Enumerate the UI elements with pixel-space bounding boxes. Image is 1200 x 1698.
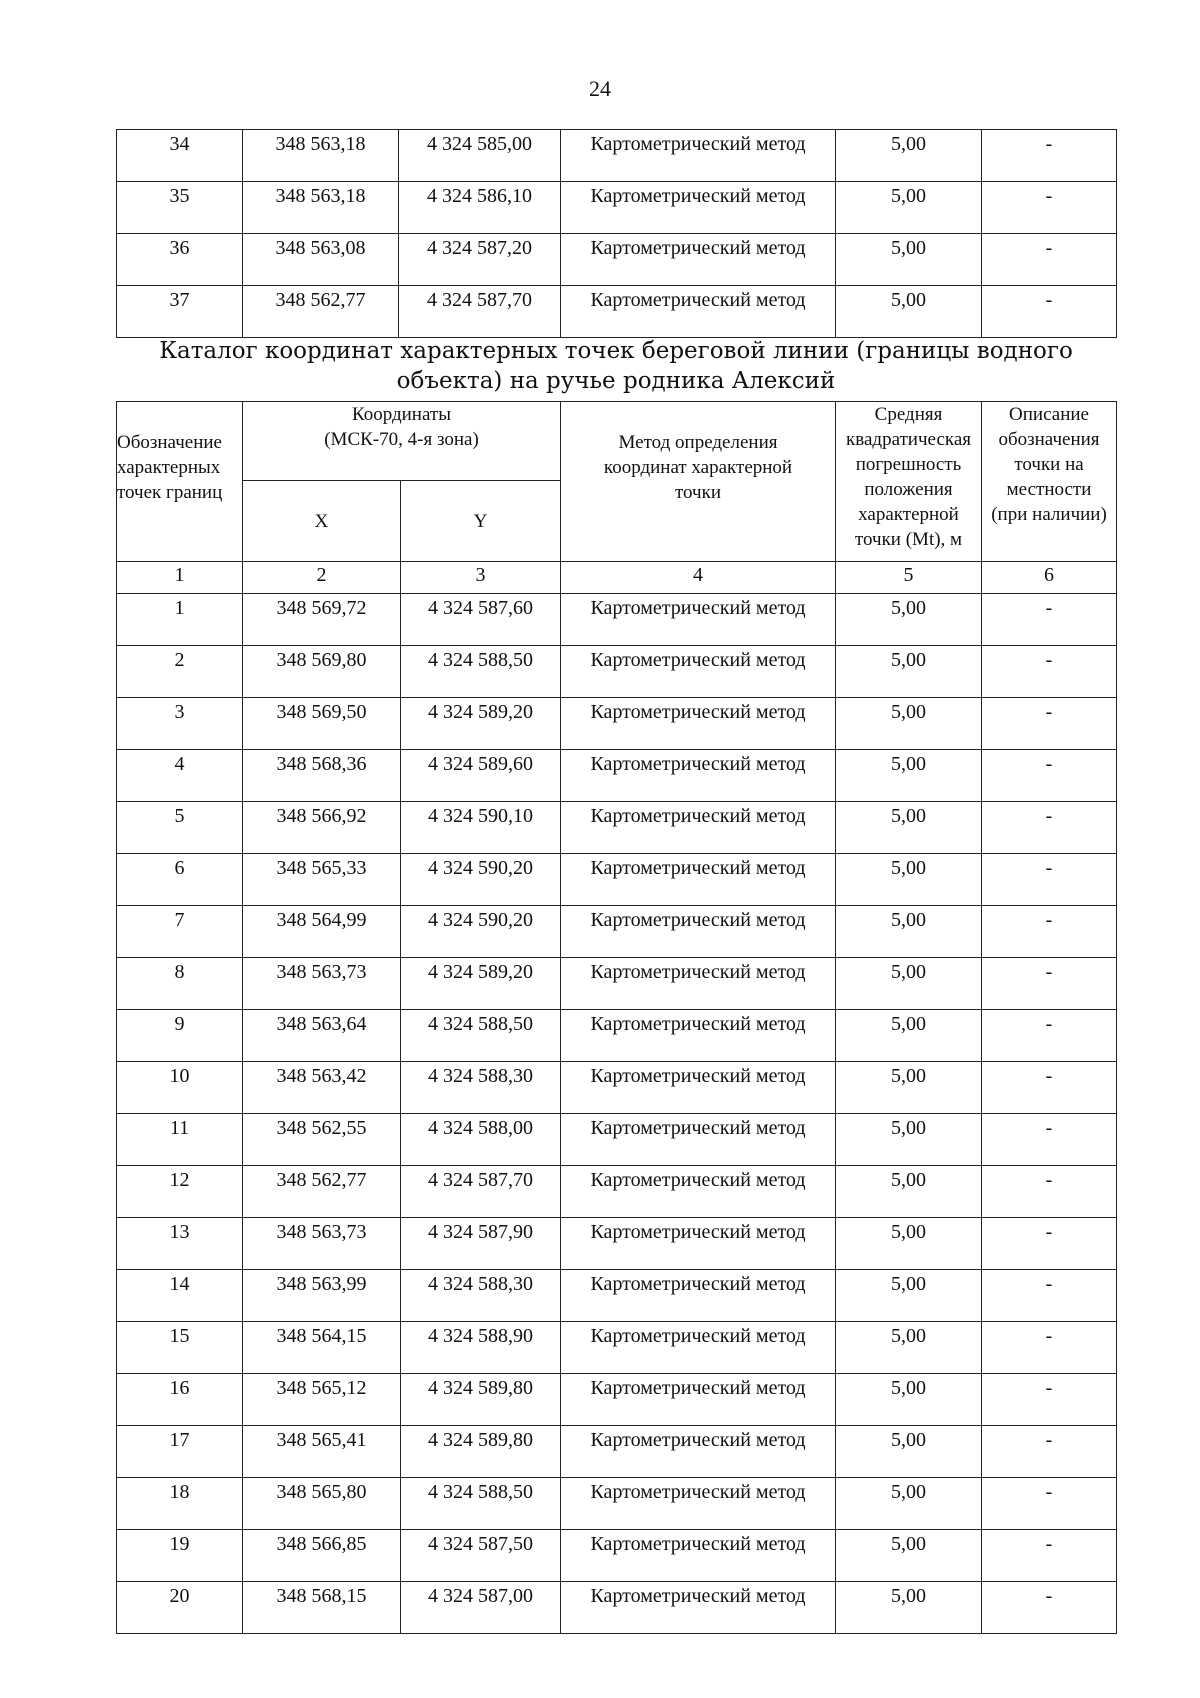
y-coordinate-cell: 4 324 590,20 [401, 854, 561, 906]
x-coordinate-cell: 348 563,64 [243, 1010, 401, 1062]
point-number-cell: 36 [117, 234, 243, 286]
error-cell: 5,00 [836, 234, 982, 286]
description-cell: - [982, 234, 1117, 286]
y-coordinate-cell: 4 324 587,70 [399, 286, 561, 338]
header-y: Y [401, 481, 561, 562]
table-row [117, 1114, 1117, 1166]
header-text: (при наличии) [991, 504, 1107, 525]
method-cell: Картометрический метод [561, 234, 836, 286]
x-coordinate-cell: 348 566,85 [243, 1530, 401, 1582]
table-row [117, 646, 1117, 698]
description-cell: - [982, 594, 1117, 646]
x-coordinate-cell: 348 569,80 [243, 646, 401, 698]
continued-coordinates-table [116, 129, 1117, 338]
x-coordinate-cell: 348 563,42 [243, 1062, 401, 1114]
method-cell: Картометрический метод [561, 1582, 836, 1634]
header-text: Средняя [874, 404, 943, 425]
table-row [117, 182, 1117, 234]
header-text: точки (Mt), м [854, 529, 963, 550]
header-text: (МСК-70, 4-я зона) [324, 429, 479, 450]
table-row [117, 1218, 1117, 1270]
y-coordinate-cell: 4 324 587,00 [401, 1582, 561, 1634]
header-row-1 [117, 402, 1117, 481]
table-row [117, 802, 1117, 854]
method-cell: Картометрический метод [561, 750, 836, 802]
x-coordinate-cell: 348 563,99 [243, 1270, 401, 1322]
error-cell: 5,00 [836, 1478, 982, 1530]
header-method [561, 402, 836, 562]
header-text: Описание [1009, 404, 1089, 425]
point-number-cell: 3 [117, 698, 243, 750]
y-coordinate-cell: 4 324 588,50 [401, 646, 561, 698]
table-row [117, 698, 1117, 750]
point-number-cell: 37 [117, 286, 243, 338]
description-cell: - [982, 1114, 1117, 1166]
header-point-designation [117, 402, 243, 562]
header-mean-square-error [836, 402, 982, 562]
x-coordinate-cell: 348 564,99 [243, 906, 401, 958]
description-cell: - [982, 698, 1117, 750]
description-cell: - [982, 1166, 1117, 1218]
table-row [117, 130, 1117, 182]
x-coordinate-cell: 348 569,50 [243, 698, 401, 750]
error-cell: 5,00 [836, 1114, 982, 1166]
page-number: 24 [589, 76, 611, 101]
column-number: 3 [401, 562, 561, 594]
error-cell: 5,00 [836, 182, 982, 234]
error-cell: 5,00 [836, 286, 982, 338]
method-cell: Картометрический метод [561, 1114, 836, 1166]
error-cell: 5,00 [836, 1166, 982, 1218]
point-number-cell: 5 [117, 802, 243, 854]
method-cell: Картометрический метод [561, 1530, 836, 1582]
y-coordinate-cell: 4 324 587,60 [401, 594, 561, 646]
method-cell: Картометрический метод [561, 906, 836, 958]
table-row [117, 1478, 1117, 1530]
x-coordinate-cell: 348 568,15 [243, 1582, 401, 1634]
x-coordinate-cell: 348 564,15 [243, 1322, 401, 1374]
x-coordinate-cell: 348 565,80 [243, 1478, 401, 1530]
description-cell: - [982, 906, 1117, 958]
method-cell: Картометрический метод [561, 1374, 836, 1426]
table-row [117, 1270, 1117, 1322]
x-coordinate-cell: 348 563,73 [243, 958, 401, 1010]
error-cell: 5,00 [836, 1218, 982, 1270]
coordinates-catalog-table [116, 401, 1117, 1634]
header-text: координат характерной [603, 457, 793, 478]
method-cell: Картометрический метод [561, 1218, 836, 1270]
y-coordinate-cell: 4 324 588,90 [401, 1322, 561, 1374]
y-coordinate-cell: 4 324 589,20 [401, 958, 561, 1010]
description-cell: - [982, 1218, 1117, 1270]
y-coordinate-cell: 4 324 588,30 [401, 1270, 561, 1322]
error-cell: 5,00 [836, 1582, 982, 1634]
y-coordinate-cell: 4 324 588,00 [401, 1114, 561, 1166]
point-number-cell: 20 [117, 1582, 243, 1634]
x-coordinate-cell: 348 563,08 [243, 234, 399, 286]
description-cell: - [982, 1530, 1117, 1582]
description-cell: - [982, 1478, 1117, 1530]
y-coordinate-cell: 4 324 590,20 [401, 906, 561, 958]
header-text: местности [1006, 479, 1092, 500]
method-cell: Картометрический метод [561, 1478, 836, 1530]
column-number: 2 [243, 562, 401, 594]
table-row [117, 854, 1117, 906]
x-coordinate-cell: 348 563,73 [243, 1218, 401, 1270]
table-row [117, 1166, 1117, 1218]
error-cell: 5,00 [836, 750, 982, 802]
description-cell: - [982, 1270, 1117, 1322]
table-row [117, 1374, 1117, 1426]
table-row [117, 750, 1117, 802]
point-number-cell: 34 [117, 130, 243, 182]
continued-coordinates-body [117, 130, 1117, 338]
y-coordinate-cell: 4 324 589,80 [401, 1426, 561, 1478]
x-coordinate-cell: 348 565,12 [243, 1374, 401, 1426]
error-cell: 5,00 [836, 1062, 982, 1114]
y-coordinate-cell: 4 324 587,50 [401, 1530, 561, 1582]
table-row [117, 1426, 1117, 1478]
table-row [117, 1582, 1117, 1634]
caption-line-1: Каталог координат характерных точек береговой линии (границы водного [159, 338, 1073, 364]
error-cell: 5,00 [836, 1374, 982, 1426]
point-number-cell: 35 [117, 182, 243, 234]
point-number-cell: 9 [117, 1010, 243, 1062]
point-number-cell: 8 [117, 958, 243, 1010]
x-coordinate-cell: 348 562,77 [243, 286, 399, 338]
point-number-cell: 1 [117, 594, 243, 646]
table-row [117, 958, 1117, 1010]
y-coordinate-cell: 4 324 590,10 [401, 802, 561, 854]
table-row [117, 1062, 1117, 1114]
method-cell: Картометрический метод [561, 594, 836, 646]
description-cell: - [982, 802, 1117, 854]
description-cell: - [982, 854, 1117, 906]
y-coordinate-cell: 4 324 587,20 [399, 234, 561, 286]
point-number-cell: 7 [117, 906, 243, 958]
header-text: точки [675, 482, 722, 503]
header-text: точки на [1014, 454, 1084, 475]
y-coordinate-cell: 4 324 589,60 [401, 750, 561, 802]
point-number-cell: 14 [117, 1270, 243, 1322]
description-cell: - [982, 1582, 1117, 1634]
description-cell: - [982, 1426, 1117, 1478]
table-row [117, 1322, 1117, 1374]
x-coordinate-cell: 348 569,72 [243, 594, 401, 646]
error-cell: 5,00 [836, 646, 982, 698]
method-cell: Картометрический метод [561, 698, 836, 750]
point-number-cell: 15 [117, 1322, 243, 1374]
method-cell: Картометрический метод [561, 1166, 836, 1218]
error-cell: 5,00 [836, 802, 982, 854]
error-cell: 5,00 [836, 1010, 982, 1062]
y-coordinate-cell: 4 324 585,00 [399, 130, 561, 182]
header-text: положения [864, 479, 953, 500]
header-text: квадратическая [846, 429, 971, 450]
description-cell: - [982, 1374, 1117, 1426]
y-coordinate-cell: 4 324 588,30 [401, 1062, 561, 1114]
table-row [117, 594, 1117, 646]
description-cell: - [982, 182, 1117, 234]
column-number: 6 [982, 562, 1117, 594]
point-number-cell: 16 [117, 1374, 243, 1426]
y-coordinate-cell: 4 324 588,50 [401, 1010, 561, 1062]
method-cell: Картометрический метод [561, 286, 836, 338]
y-coordinate-cell: 4 324 589,80 [401, 1374, 561, 1426]
error-cell: 5,00 [836, 698, 982, 750]
header-text: характерной [858, 504, 959, 525]
table-row [117, 234, 1117, 286]
method-cell: Картометрический метод [561, 646, 836, 698]
description-cell: - [982, 958, 1117, 1010]
error-cell: 5,00 [836, 1270, 982, 1322]
point-number-cell: 11 [117, 1114, 243, 1166]
point-number-cell: 19 [117, 1530, 243, 1582]
point-number-cell: 12 [117, 1166, 243, 1218]
method-cell: Картометрический метод [561, 1010, 836, 1062]
column-number: 5 [836, 562, 982, 594]
table-row [117, 906, 1117, 958]
header-text: Метод определения [618, 432, 778, 453]
column-number-row [117, 562, 1117, 594]
point-number-cell: 18 [117, 1478, 243, 1530]
description-cell: - [982, 750, 1117, 802]
y-coordinate-cell: 4 324 587,90 [401, 1218, 561, 1270]
description-cell: - [982, 1010, 1117, 1062]
method-cell: Картометрический метод [561, 1426, 836, 1478]
method-cell: Картометрический метод [561, 1270, 836, 1322]
caption-line-2: объекта) на ручье родника Алексий [396, 368, 836, 394]
header-description [982, 402, 1117, 562]
catalog-caption [116, 336, 1116, 396]
point-number-cell: 17 [117, 1426, 243, 1478]
x-coordinate-cell: 348 563,18 [243, 130, 399, 182]
point-number-cell: 6 [117, 854, 243, 906]
header-coordinates [243, 402, 561, 481]
description-cell: - [982, 130, 1117, 182]
description-cell: - [982, 1322, 1117, 1374]
description-cell: - [982, 1062, 1117, 1114]
description-cell: - [982, 646, 1117, 698]
y-coordinate-cell: 4 324 588,50 [401, 1478, 561, 1530]
header-text: точек границ [117, 482, 223, 503]
column-number: 1 [117, 562, 243, 594]
method-cell: Картометрический метод [561, 1322, 836, 1374]
table-row [117, 1010, 1117, 1062]
x-coordinate-cell: 348 565,33 [243, 854, 401, 906]
x-coordinate-cell: 348 566,92 [243, 802, 401, 854]
error-cell: 5,00 [836, 130, 982, 182]
x-coordinate-cell: 348 563,18 [243, 182, 399, 234]
error-cell: 5,00 [836, 958, 982, 1010]
header-text: Координаты [352, 404, 451, 425]
column-number: 4 [561, 562, 836, 594]
point-number-cell: 13 [117, 1218, 243, 1270]
method-cell: Картометрический метод [561, 958, 836, 1010]
point-number-cell: 4 [117, 750, 243, 802]
table-row [117, 286, 1117, 338]
description-cell: - [982, 286, 1117, 338]
table-row [117, 1530, 1117, 1582]
y-coordinate-cell: 4 324 589,20 [401, 698, 561, 750]
x-coordinate-cell: 348 568,36 [243, 750, 401, 802]
error-cell: 5,00 [836, 854, 982, 906]
header-text: погрешность [855, 454, 962, 475]
error-cell: 5,00 [836, 906, 982, 958]
coordinates-catalog-body [117, 594, 1117, 1634]
x-coordinate-cell: 348 565,41 [243, 1426, 401, 1478]
error-cell: 5,00 [836, 1426, 982, 1478]
header-text: характерных [117, 457, 221, 478]
method-cell: Картометрический метод [561, 1062, 836, 1114]
y-coordinate-cell: 4 324 587,70 [401, 1166, 561, 1218]
header-text: Обозначение [117, 432, 222, 453]
method-cell: Картометрический метод [561, 854, 836, 906]
method-cell: Картометрический метод [561, 130, 836, 182]
y-coordinate-cell: 4 324 586,10 [399, 182, 561, 234]
method-cell: Картометрический метод [561, 182, 836, 234]
header-x: X [243, 481, 401, 562]
point-number-cell: 10 [117, 1062, 243, 1114]
header-text: обозначения [998, 429, 1100, 450]
method-cell: Картометрический метод [561, 802, 836, 854]
error-cell: 5,00 [836, 594, 982, 646]
error-cell: 5,00 [836, 1530, 982, 1582]
error-cell: 5,00 [836, 1322, 982, 1374]
x-coordinate-cell: 348 562,55 [243, 1114, 401, 1166]
point-number-cell: 2 [117, 646, 243, 698]
x-coordinate-cell: 348 562,77 [243, 1166, 401, 1218]
